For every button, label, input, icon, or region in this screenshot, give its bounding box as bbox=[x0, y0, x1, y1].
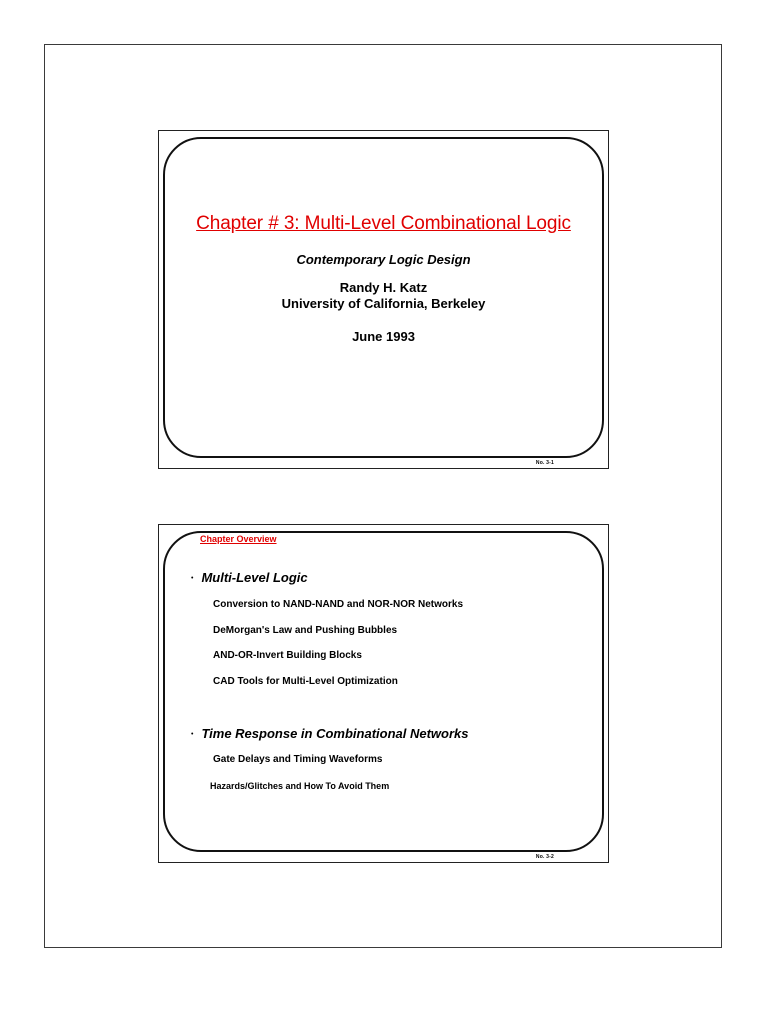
list-item: Conversion to NAND-NAND and NOR-NOR Networks bbox=[213, 599, 464, 610]
bullet-icon: • bbox=[191, 731, 194, 738]
list-item: CAD Tools for Multi-Level Optimization bbox=[213, 676, 398, 687]
section-heading bbox=[191, 726, 469, 741]
book-subtitle: Contemporary Logic Design bbox=[296, 252, 471, 267]
overview-title: Chapter Overview bbox=[200, 534, 277, 544]
publication-date: June 1993 bbox=[352, 329, 415, 344]
author-name: Randy H. Katz bbox=[339, 280, 428, 295]
slide-2 bbox=[158, 524, 609, 863]
bullet-icon: • bbox=[191, 575, 194, 582]
list-item: AND-OR-Invert Building Blocks bbox=[213, 650, 362, 661]
section-heading bbox=[191, 570, 308, 585]
slide-number: No. 3-1 bbox=[535, 460, 554, 466]
slide-1 bbox=[158, 130, 609, 469]
section-label: Multi-Level Logic bbox=[201, 570, 308, 585]
list-item: Hazards/Glitches and How To Avoid Them bbox=[210, 781, 390, 791]
chapter-title: Chapter # 3: Multi-Level Combinational Logic bbox=[196, 213, 571, 234]
slide-number: No. 3-2 bbox=[535, 854, 554, 860]
slide-1-title-block bbox=[159, 213, 608, 344]
author-affiliation: University of California, Berkeley bbox=[281, 296, 486, 311]
section-label: Time Response in Combinational Networks bbox=[201, 726, 469, 741]
list-item: Gate Delays and Timing Waveforms bbox=[213, 754, 383, 765]
list-item: DeMorgan's Law and Pushing Bubbles bbox=[213, 625, 398, 636]
